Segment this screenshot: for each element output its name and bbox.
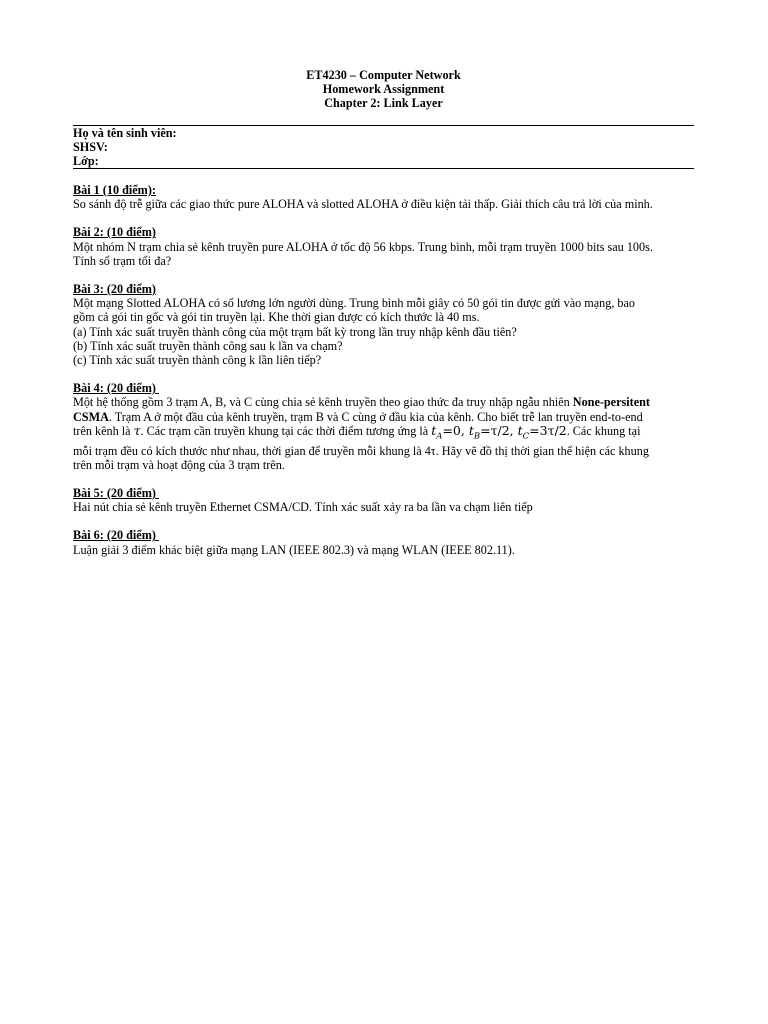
question-3 [73, 282, 694, 367]
timing-formula: $t_A=0$, $t_B=\tau/2$, $t_C=3\tau/2$ [431, 422, 567, 442]
question-5 [73, 486, 694, 514]
question-text: mỗi trạm đều có kích thước như nhau, thời gian để truyền mỗi khung là 4τ. Hãy vẽ đồ thị thời gian thể hiện các khung [73, 443, 649, 458]
question-text: . Các khung tại [566, 423, 641, 438]
chapter-title: Chapter 2: Link Layer [324, 96, 443, 110]
question-text: Tính số trạm tối đa? [73, 253, 172, 268]
student-info [73, 126, 694, 168]
question-text: Một nhóm N trạm chia sẻ kênh truyền pure ALOHA ở tốc độ 56 kbps. Trung bình, mỗi trạm truyền 1000 bits sau 100s. [73, 239, 653, 254]
tau-symbol: τ [133, 422, 141, 438]
document-header [73, 68, 694, 110]
question-text: trên kênh là [73, 423, 134, 438]
student-name-label: Họ và tên sinh viên: [73, 126, 177, 140]
student-class-label: Lớp: [73, 154, 99, 168]
divider-bottom [73, 168, 694, 169]
protocol-name-cont: CSMA [73, 409, 109, 424]
question-title: Bài 1 (10 điểm): [73, 183, 156, 197]
question-title: Bài 3: (20 điểm) [73, 282, 156, 297]
question-text: Luận giải 3 điểm khác biệt giữa mạng LAN (IEEE 802.3) và mạng WLAN (IEEE 802.11). [73, 542, 515, 557]
question-text: Hai nút chia sẻ kênh truyền Ethernet CSMA/CD. Tính xác suất xảy ra ba lần va chạm liên tiếp [73, 500, 533, 515]
assignment-title: Homework Assignment [322, 82, 445, 96]
question-title: Bài 6: (20 điểm) [73, 528, 159, 543]
question-4 [73, 381, 694, 472]
question-text-line [73, 424, 694, 444]
question-text: Một hệ thống gồm 3 trạm A, B, và C cùng chia sẻ kênh truyền theo giao thức đa truy nhập ngẫu nhiên [73, 395, 573, 410]
question-title: Bài 5: (20 điểm) [73, 485, 159, 500]
question-text: . Các trạm cần truyền khung tại các thời điểm tương ứng là [140, 423, 432, 438]
question-text: Một mạng Slotted ALOHA có số lương lớn người dùng. Trung bình mỗi giây có 50 gói tin được gửi vào mạng, bao [73, 296, 636, 311]
question-title: Bài 4: (20 điểm) [73, 381, 159, 396]
student-id-label: SHSV: [73, 140, 108, 154]
question-text: trên mỗi trạm và hoạt động của 3 trạm trên. [73, 457, 285, 472]
protocol-name: None-persitent [572, 395, 650, 410]
question-part-a: (a) Tính xác suất truyền thành công của một trạm bất kỳ trong lần truy nhập kênh đầu tiên? [73, 324, 517, 339]
question-text: So sánh độ trễ giữa các giao thức pure ALOHA và slotted ALOHA ở điều kiện tải thấp. Giải thích câu trả lời của mình. [73, 197, 653, 212]
question-title: Bài 2: (10 điểm) [73, 225, 156, 240]
question-text-line [73, 410, 694, 424]
question-1 [73, 183, 694, 211]
question-text: . Trạm A ở một đầu của kênh truyền, trạm B và C cùng ở đầu kia của kênh. Cho biết trễ lan truyền end-to-end [108, 409, 643, 424]
question-part-c: (c) Tính xác suất truyền thành công k lần liên tiếp? [73, 353, 322, 368]
document-page [73, 68, 694, 557]
question-2 [73, 225, 694, 268]
question-part-b: (b) Tính xác suất truyền thành công sau k lần va chạm? [73, 338, 343, 353]
question-text: gồm cả gói tin gốc và gói tin truyền lại. Khe thời gian được có kích thước là 40 ms. [73, 310, 480, 325]
question-text-line [73, 395, 694, 409]
course-title: ET4230 – Computer Network [306, 68, 461, 82]
question-6 [73, 528, 694, 556]
